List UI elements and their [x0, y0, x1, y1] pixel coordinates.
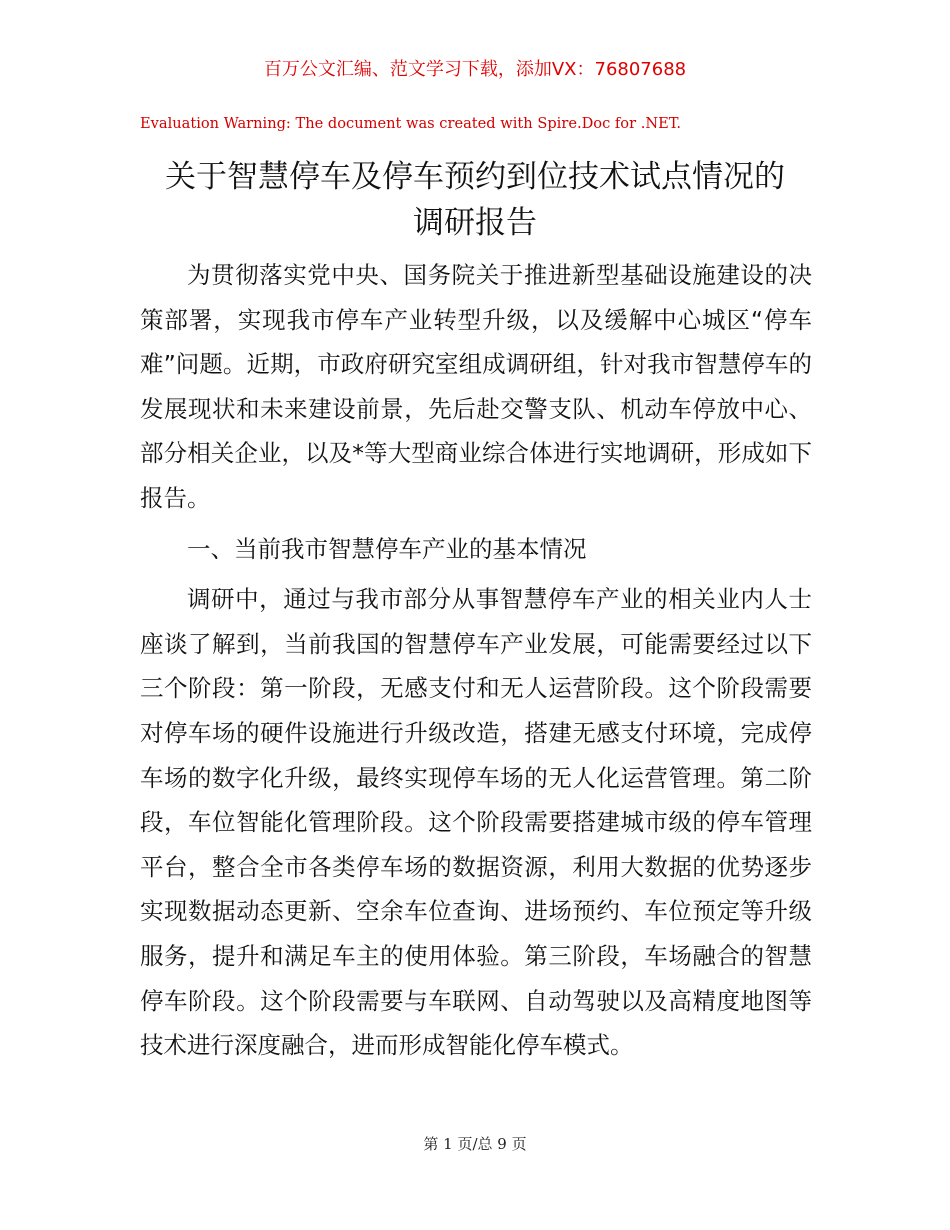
intro-paragraph: 为贯彻落实党中央、国务院关于推进新型基础设施建设的决策部署，实现我市停车产业转型升级，以及缓解中心城区“停车难”问题。近期，市政府研究室组成调研组，针对我市智慧停车的发展现状和未来建设前景，先后赴交警支队、机动车停放中心、部分相关企业，以及*等大型商业综合体进行实地调研，形成如下报告。 [140, 261, 812, 512]
body-paragraph: 调研中，通过与我市部分从事智慧停车产业的相关业内人士座谈了解到，当前我国的智慧停车产业发展，可能需要经过以下三个阶段：第一阶段，无感支付和无人运营阶段。这个阶段需要对停车场的硬件设施进行升级改造，搭建无感支付环境，完成停车场的数字化升级，最终实现停车场的无人化运营管理。第二阶段，车位智能化管理阶段。这个阶段需要搭建城市级的停车管理平台，整合全市各类停车场的数据资源，利用大数据的优势逐步实现数据动态更新、空余车位查询、进场预约、车位预定等升级服务，提升和满足车主的使用体验。第三阶段，车场融合的智慧停车阶段。这个阶段需要与车联网、自动驾驶以及高精度地图等技术进行深度融合，进而形成智能化停车模式。 [140, 585, 812, 1060]
title-line-1: 关于智慧停车及停车预约到位技术试点情况的 [165, 159, 785, 195]
section-heading: 一、当前我市智慧停车产业的基本情况 [187, 534, 587, 563]
evaluation-warning: Evaluation Warning: The document was created with Spire.Doc for .NET. [140, 115, 681, 132]
title-line-2: 调研报告 [413, 205, 537, 241]
document-body [140, 253, 812, 1068]
document-title [130, 154, 820, 246]
page-number: 第 1 页/总 9 页 [423, 1135, 527, 1153]
promo-banner-text: 百万公文汇编、范文学习下载，添加VX：76807688 [263, 59, 687, 80]
